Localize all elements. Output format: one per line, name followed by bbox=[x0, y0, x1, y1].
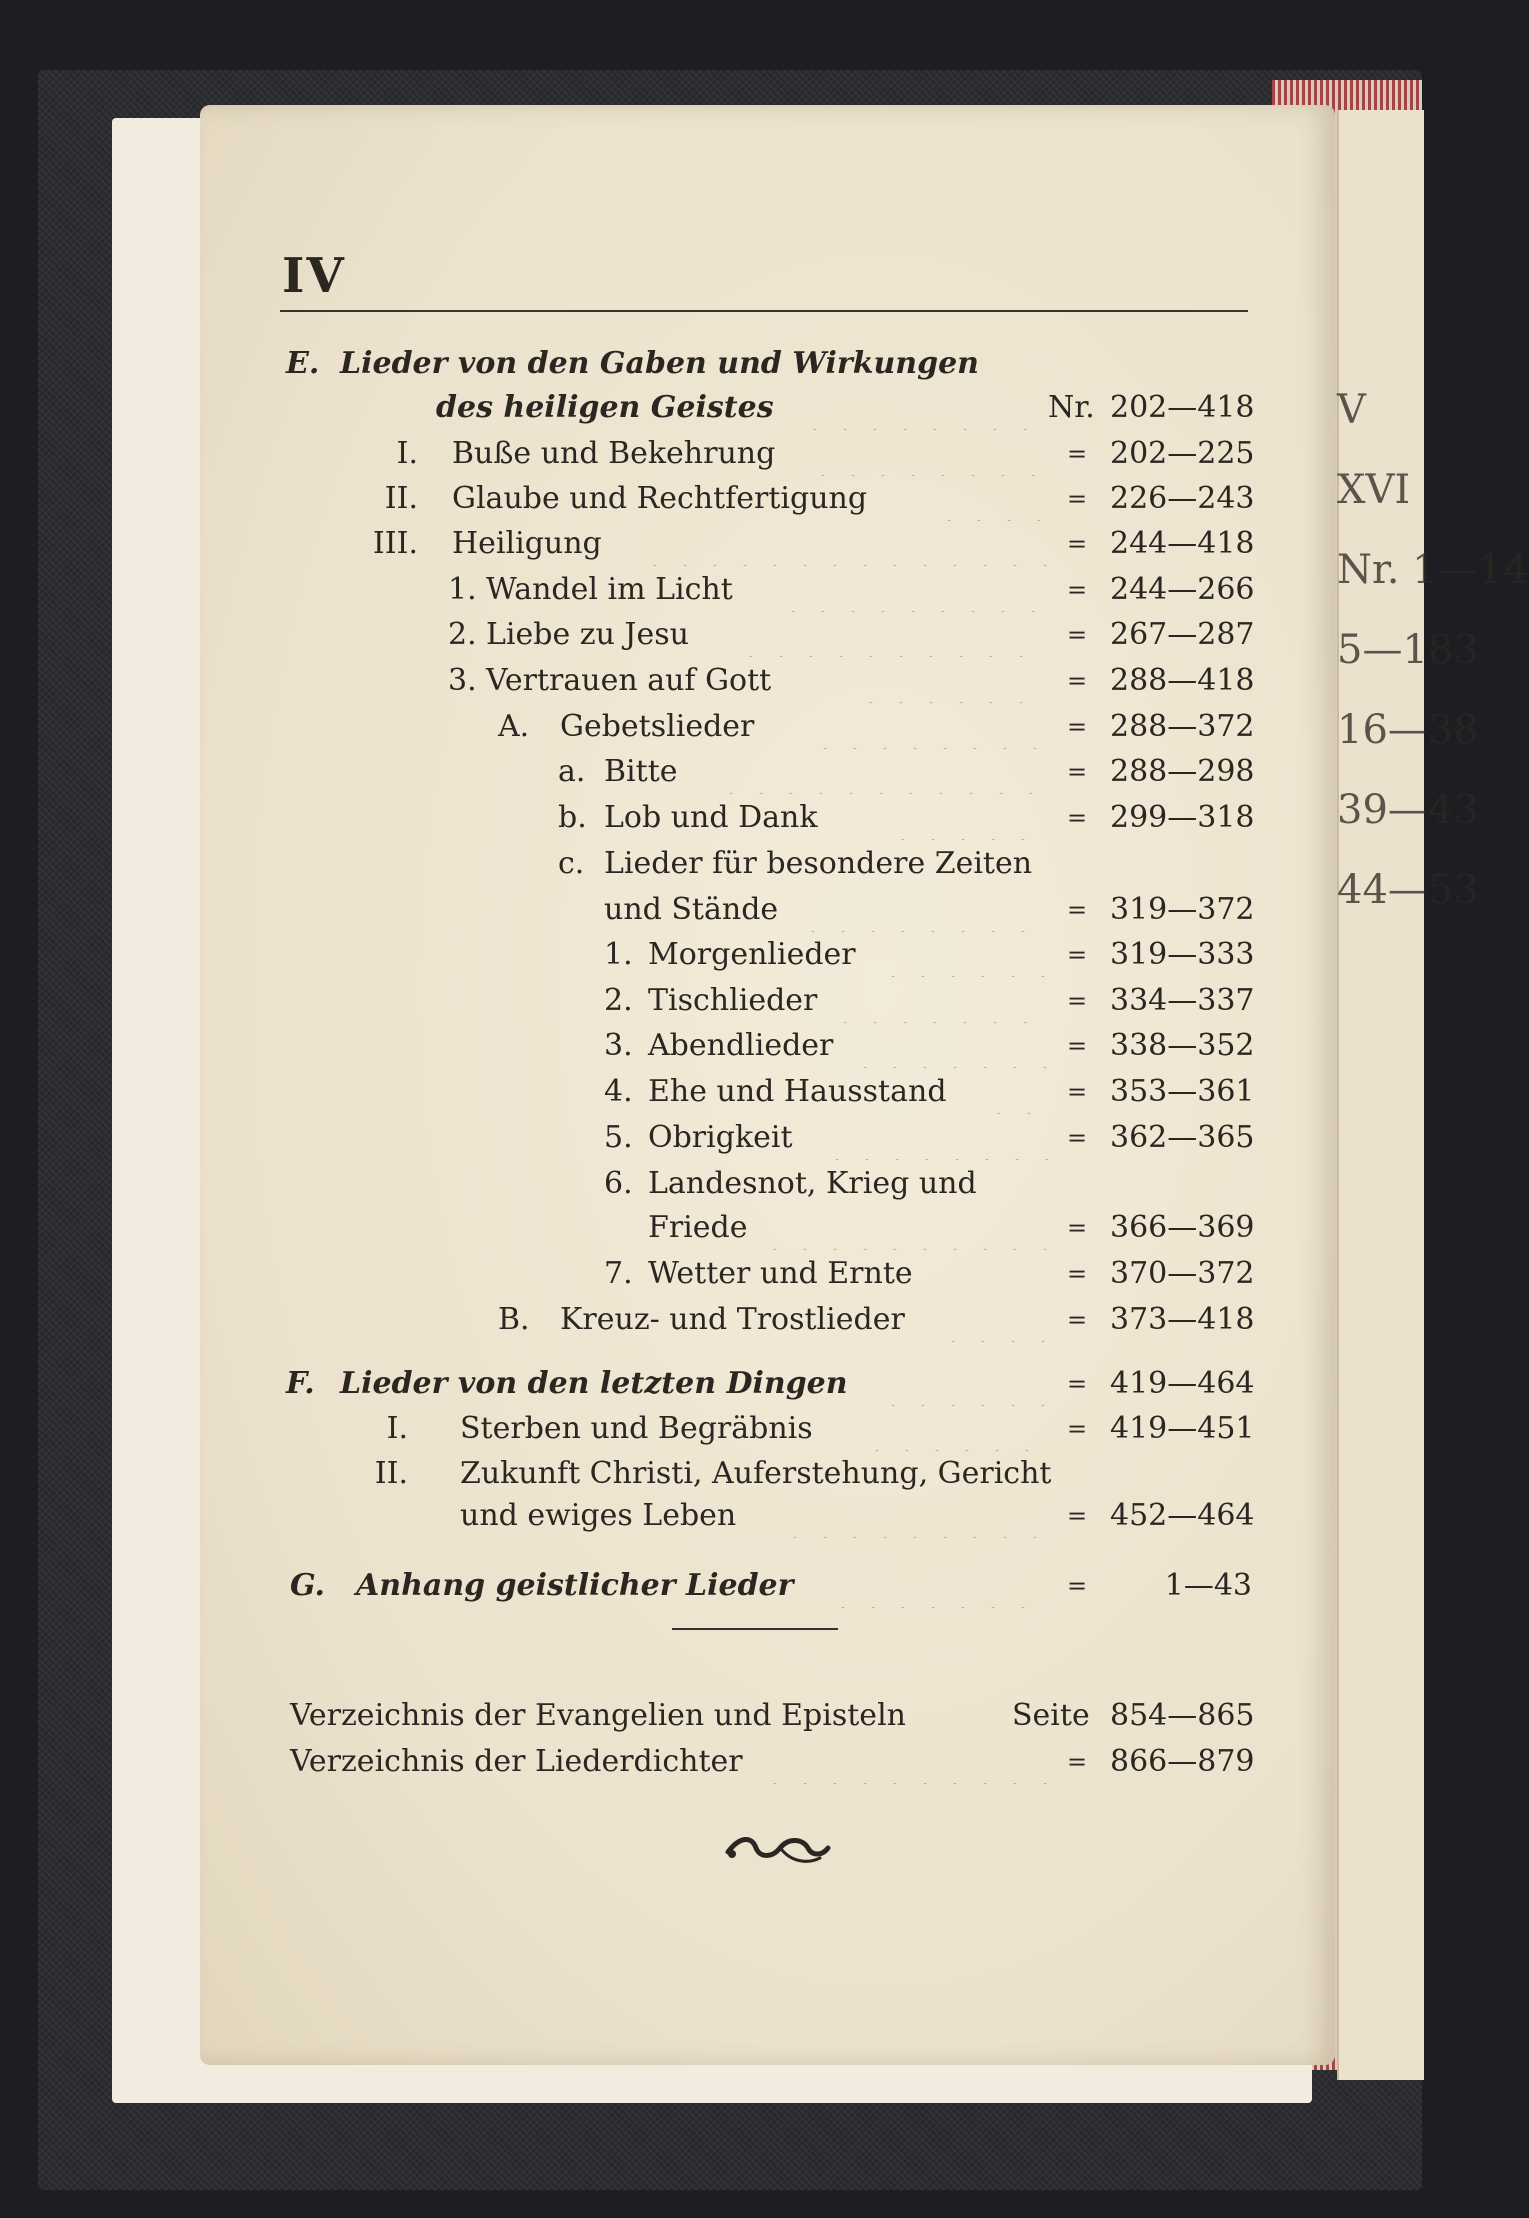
toc-entry bbox=[0, 796, 1260, 840]
toc-entry-prefix: = bbox=[1066, 1260, 1088, 1288]
toc-entry-range: 452—464 bbox=[1110, 1498, 1255, 1533]
facing-page-fragment: Nr. 1—14 bbox=[1337, 547, 1529, 593]
toc-entry-label: 2. bbox=[448, 617, 477, 652]
toc-entry bbox=[0, 613, 1260, 657]
toc-entry-label: G. bbox=[290, 1568, 325, 1603]
dot-leader bbox=[640, 522, 1048, 566]
toc-entry bbox=[0, 477, 1260, 521]
toc-entry-range: 338—352 bbox=[1110, 1028, 1255, 1063]
toc-entry bbox=[0, 1206, 1260, 1250]
toc-entry bbox=[0, 1694, 1260, 1738]
dot-leader bbox=[716, 750, 1048, 794]
toc-entry-prefix: = bbox=[1066, 896, 1088, 924]
toc-entry-label: I. bbox=[396, 436, 418, 471]
dot-leader bbox=[830, 979, 1048, 1023]
dot-leader bbox=[800, 386, 1048, 430]
toc-entry-range: 370—372 bbox=[1110, 1256, 1255, 1291]
toc-entry-title: Liebe zu Jesu bbox=[486, 617, 689, 652]
toc-entry bbox=[0, 1252, 1260, 1296]
dot-leader bbox=[878, 1362, 1048, 1406]
toc-entry-title: und Stände bbox=[604, 892, 779, 927]
toc-entry-prefix: = bbox=[1066, 1214, 1088, 1242]
toc-entry-prefix: = bbox=[1066, 804, 1088, 832]
toc-entry-prefix: = bbox=[1066, 1306, 1088, 1334]
toc-entry-prefix: = bbox=[1066, 758, 1088, 786]
toc-entry-prefix: = bbox=[1066, 1748, 1088, 1776]
toc-entry-label: III. bbox=[372, 526, 418, 561]
toc-entry-title: Wetter und Ernte bbox=[648, 1256, 913, 1291]
toc-entry-title: Vertrauen auf Gott bbox=[486, 663, 772, 698]
toc-entry-prefix: = bbox=[1066, 576, 1088, 604]
page-number: IV bbox=[282, 248, 346, 304]
toc-entry-title: Obrigkeit bbox=[648, 1120, 793, 1155]
toc-entry-range: 288—298 bbox=[1110, 754, 1255, 789]
toc-entry-prefix: = bbox=[1066, 667, 1088, 695]
toc-entry bbox=[0, 933, 1260, 977]
toc-entry bbox=[0, 1070, 1260, 1114]
dot-leader bbox=[878, 933, 1048, 977]
facing-page-fragment: 44—53 bbox=[1337, 867, 1479, 913]
toc-entry bbox=[0, 1362, 1260, 1406]
toc-entry-prefix: Nr. bbox=[1048, 390, 1095, 425]
toc-entry bbox=[0, 1298, 1260, 1342]
toc-entry-title: Verzeichnis der Evangelien und Episteln bbox=[290, 1698, 906, 1733]
toc-entry-label: 1. bbox=[604, 937, 633, 972]
toc-entry-range: 202—225 bbox=[1110, 436, 1255, 471]
dot-leader bbox=[888, 796, 1048, 840]
toc-entry-label: 3. bbox=[604, 1028, 633, 1063]
toc-entry-title: Gebetslieder bbox=[560, 709, 755, 744]
toc-entry-range: 267—287 bbox=[1110, 617, 1255, 652]
toc-entry-range: 419—451 bbox=[1110, 1411, 1255, 1446]
dot-leader bbox=[736, 613, 1048, 657]
toc-entry bbox=[0, 1494, 1260, 1538]
toc-entry-range: 373—418 bbox=[1110, 1302, 1255, 1337]
toc-entry-range: 288—418 bbox=[1110, 663, 1255, 698]
dot-leader bbox=[822, 1116, 1048, 1160]
toc-entry-title: Friede bbox=[648, 1210, 748, 1245]
toc-entry-label: F. bbox=[286, 1366, 315, 1401]
toc-entry-prefix: = bbox=[1066, 1415, 1088, 1443]
toc-entry-title: des heiligen Geistes bbox=[436, 390, 774, 425]
toc-entry-prefix: = bbox=[1066, 1572, 1088, 1600]
dot-leader bbox=[810, 705, 1048, 749]
toc-entry-prefix: = bbox=[1066, 1124, 1088, 1152]
toc-entry bbox=[0, 842, 1260, 886]
toc-entry bbox=[0, 1024, 1260, 1068]
toc-entry-range: 854—865 bbox=[1110, 1698, 1255, 1733]
toc-entry-range: 319—333 bbox=[1110, 937, 1255, 972]
dot-leader bbox=[934, 477, 1048, 521]
toc-entry bbox=[0, 342, 1260, 386]
facing-page-fragment: 16—38 bbox=[1337, 707, 1479, 753]
toc-entry-range: 299—318 bbox=[1110, 800, 1255, 835]
toc-entry-prefix: = bbox=[1066, 1078, 1088, 1106]
toc-entry-range: 866—879 bbox=[1110, 1744, 1255, 1779]
toc-entry-title: Zukunft Christi, Auferstehung, Gericht bbox=[460, 1456, 1052, 1491]
facing-page-fragment: V bbox=[1337, 387, 1366, 433]
toc-entry-title: Abendlieder bbox=[648, 1028, 834, 1063]
dot-leader bbox=[828, 1564, 1048, 1608]
toc-entry-label: 6. bbox=[604, 1166, 633, 1201]
toc-entry-prefix: = bbox=[1066, 440, 1088, 468]
toc-entry-label: II. bbox=[374, 1456, 408, 1491]
facing-page-fragment: XVI bbox=[1337, 467, 1411, 513]
toc-entry bbox=[0, 1116, 1260, 1160]
toc-entry-label: c. bbox=[558, 846, 585, 881]
toc-entry-range: 288—372 bbox=[1110, 709, 1255, 744]
toc-entry-range: 1—43 bbox=[1164, 1568, 1252, 1603]
toc-entry-title: Tischlieder bbox=[648, 983, 818, 1018]
toc-entry-range: 319—372 bbox=[1110, 892, 1255, 927]
toc-entry-prefix: Seite bbox=[1012, 1698, 1090, 1733]
dot-leader bbox=[862, 1407, 1048, 1451]
toc-entry-title: Landesnot, Krieg und bbox=[648, 1166, 977, 1201]
toc-entry-title: Glaube und Rechtfertigung bbox=[452, 481, 868, 516]
header-rule bbox=[280, 310, 1248, 312]
toc-entry-range: 244—418 bbox=[1110, 526, 1255, 561]
toc-entry-title: Verzeichnis der Liederdichter bbox=[290, 1744, 743, 1779]
toc-entry-prefix: = bbox=[1066, 1370, 1088, 1398]
toc-entry bbox=[0, 750, 1260, 794]
toc-entry-label: 3. bbox=[448, 663, 477, 698]
dot-leader bbox=[938, 1298, 1048, 1342]
dot-leader bbox=[778, 568, 1048, 612]
toc-entry-label: A. bbox=[498, 709, 530, 744]
toc-entry bbox=[0, 1564, 1260, 1608]
toc-entry-title: Buße und Bekehrung bbox=[452, 436, 776, 471]
toc-entry bbox=[0, 522, 1260, 566]
toc-entry-title: Lieder für besondere Zeiten bbox=[604, 846, 1033, 881]
toc-entry-range: 226—243 bbox=[1110, 481, 1255, 516]
section-divider bbox=[672, 1628, 838, 1630]
toc-entry-title: Kreuz- und Trostlieder bbox=[560, 1302, 905, 1337]
toc-entry-title: Ehe und Hausstand bbox=[648, 1074, 947, 1109]
toc-entry-range: 353—361 bbox=[1110, 1074, 1255, 1109]
toc-entry bbox=[0, 705, 1260, 749]
toc-entry bbox=[0, 568, 1260, 612]
toc-entry-prefix: = bbox=[1066, 941, 1088, 969]
toc-entry-label: B. bbox=[498, 1302, 530, 1337]
toc-entry bbox=[0, 386, 1260, 430]
toc-entry-range: 244—266 bbox=[1110, 572, 1255, 607]
facing-page-fragments bbox=[1337, 370, 1529, 930]
toc-entry-title: Sterben und Begräbnis bbox=[460, 1411, 813, 1446]
toc-entry bbox=[0, 1452, 1260, 1496]
toc-entry bbox=[0, 1407, 1260, 1451]
toc-entry-range: 202—418 bbox=[1110, 390, 1255, 425]
toc-entry-label: 1. bbox=[448, 572, 477, 607]
toc-entry-title: Anhang geistlicher Lieder bbox=[356, 1568, 794, 1603]
flourish-ornament bbox=[722, 1828, 834, 1872]
toc-entry-prefix: = bbox=[1066, 987, 1088, 1015]
toc-entry-range: 366—369 bbox=[1110, 1210, 1255, 1245]
toc-entry-prefix: = bbox=[1066, 713, 1088, 741]
toc-entry-title: Heiligung bbox=[452, 526, 602, 561]
toc-entry-range: 334—337 bbox=[1110, 983, 1255, 1018]
toc-entry-label: b. bbox=[558, 800, 587, 835]
facing-page-fragment: 5—183 bbox=[1337, 627, 1479, 673]
toc-entry-title: Lieder von den letzten Dingen bbox=[340, 1366, 848, 1401]
toc-entry-prefix: = bbox=[1066, 621, 1088, 649]
toc-entry-prefix: = bbox=[1066, 1502, 1088, 1530]
toc-entry-title: Bitte bbox=[604, 754, 678, 789]
toc-entry-label: 4. bbox=[604, 1074, 633, 1109]
toc-entry-title: Morgenlieder bbox=[648, 937, 856, 972]
toc-entry-title: und ewiges Leben bbox=[460, 1498, 737, 1533]
toc-entry-label: E. bbox=[286, 346, 320, 381]
toc-entry-label: I. bbox=[386, 1411, 408, 1446]
toc-entry-prefix: = bbox=[1066, 485, 1088, 513]
toc-entry-title: Lob und Dank bbox=[604, 800, 818, 835]
dot-leader bbox=[856, 659, 1048, 703]
toc-entry-title: Lieder von den Gaben und Wirkungen bbox=[340, 346, 979, 381]
dot-leader bbox=[984, 1070, 1048, 1114]
toc-entry bbox=[0, 888, 1260, 932]
facing-page-fragment: 39—43 bbox=[1337, 787, 1479, 833]
toc-entry-label: 2. bbox=[604, 983, 633, 1018]
dot-leader bbox=[760, 1206, 1048, 1250]
toc-entry-range: 362—365 bbox=[1110, 1120, 1255, 1155]
dot-leader bbox=[808, 432, 1048, 476]
toc-entry bbox=[0, 1162, 1260, 1206]
dot-leader bbox=[798, 888, 1048, 932]
dot-leader bbox=[850, 1024, 1048, 1068]
toc-entry bbox=[0, 432, 1260, 476]
toc-entry-label: a. bbox=[558, 754, 586, 789]
dot-leader bbox=[780, 1494, 1048, 1538]
toc-entry-title: Wandel im Licht bbox=[486, 572, 733, 607]
toc-entry bbox=[0, 979, 1260, 1023]
toc-entry-range: 419—464 bbox=[1110, 1366, 1255, 1401]
toc-entry bbox=[0, 1740, 1260, 1784]
toc-entry bbox=[0, 659, 1260, 703]
toc-entry-prefix: = bbox=[1066, 1032, 1088, 1060]
toc-entry-label: 5. bbox=[604, 1120, 633, 1155]
toc-entry-label: II. bbox=[384, 481, 418, 516]
dot-leader bbox=[760, 1740, 1048, 1784]
toc-entry-prefix: = bbox=[1066, 530, 1088, 558]
toc-entry-label: 7. bbox=[604, 1256, 633, 1291]
